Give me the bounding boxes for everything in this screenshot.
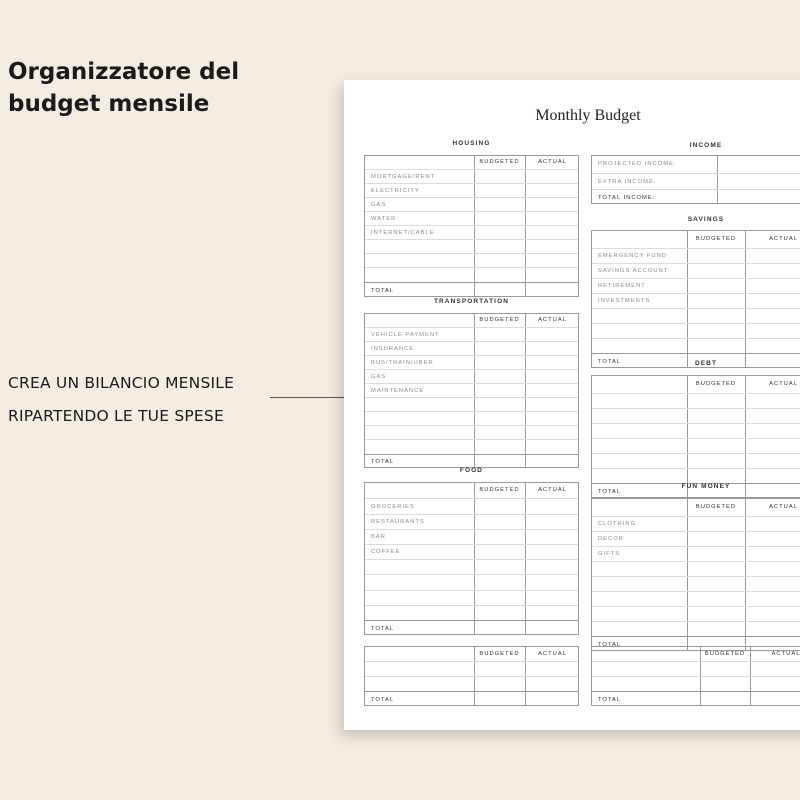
actual-column-header: ACTUAL — [538, 317, 567, 323]
food-item-label: GROCERIES — [371, 503, 415, 510]
actual-column-header: ACTUAL — [771, 650, 800, 657]
actual-column-header: ACTUAL — [538, 159, 567, 165]
food-total-row — [365, 620, 578, 636]
table-row — [592, 393, 800, 408]
table-row — [592, 531, 800, 546]
page-heading — [8, 56, 308, 120]
debt-total-label: TOTAL — [598, 488, 622, 495]
actual-column-header: ACTUAL — [769, 236, 798, 242]
income-item-label: PROJECTED INCOME: — [598, 161, 677, 167]
table-row — [365, 383, 578, 397]
table-row — [365, 369, 578, 383]
food-total-label: TOTAL — [371, 625, 395, 632]
transportation-item-label: BUS/TRAIN/UBER — [371, 359, 434, 366]
table-row — [592, 173, 800, 189]
savings-header-row — [592, 231, 800, 248]
table-row — [365, 327, 578, 341]
transportation-header-row — [365, 314, 578, 327]
blank-table-left-table — [364, 646, 579, 706]
sheet-title: Monthly Budget — [535, 107, 641, 124]
blank-table-left-total-row — [365, 691, 578, 707]
budgeted-column-header: BUDGETED — [704, 650, 746, 657]
actual-column-header: ACTUAL — [769, 504, 798, 510]
transportation-item-label: GAS — [371, 373, 387, 380]
table-row — [592, 606, 800, 621]
housing-title: HOUSING — [452, 140, 491, 147]
income-item-label: EXTRA INCOME: — [598, 178, 657, 185]
table-row — [592, 438, 800, 453]
income-title: INCOME — [689, 142, 723, 149]
transportation-total-label: TOTAL — [371, 459, 395, 465]
table-row — [592, 263, 800, 278]
table-row — [365, 341, 578, 355]
table-row — [592, 561, 800, 576]
transportation-item-label: VEHICLE PAYMENT — [371, 331, 440, 338]
table-row — [592, 661, 800, 676]
table-row — [365, 498, 578, 514]
table-row — [592, 323, 800, 338]
table-row — [592, 189, 800, 205]
table-row — [592, 423, 800, 438]
transportation-table — [364, 313, 579, 468]
table-row — [365, 211, 578, 225]
housing-item-label: MORTGAGE/RENT — [371, 173, 436, 180]
table-row — [365, 267, 578, 282]
debt-title: DEBT — [694, 360, 718, 367]
housing-item-label: ELECTRICITY — [371, 187, 420, 194]
fun-money-title: FUN MONEY — [681, 483, 731, 490]
housing-total-label: TOTAL — [371, 287, 395, 294]
savings-item-label: RETIREMENT — [598, 283, 646, 289]
fun-money-item-label: DECOR — [598, 536, 624, 542]
savings-total-label: TOTAL — [598, 358, 622, 365]
table-row — [592, 293, 800, 308]
savings-item-label: SAVINGS ACCOUNT — [598, 268, 669, 274]
table-row — [592, 468, 800, 483]
budgeted-column-header: BUDGETED — [479, 487, 520, 493]
table-row — [592, 308, 800, 323]
housing-table — [364, 155, 579, 297]
table-row — [365, 514, 578, 529]
food-item-label: BAR — [371, 534, 386, 540]
actual-column-header: ACTUAL — [538, 487, 567, 493]
table-row — [365, 355, 578, 369]
table-row — [365, 661, 578, 676]
table-row — [365, 574, 578, 590]
blank-table-right-total-row — [592, 691, 800, 707]
table-row — [592, 338, 800, 353]
budgeted-column-header: BUDGETED — [695, 381, 737, 387]
table-row — [592, 576, 800, 591]
housing-header-row — [365, 156, 578, 169]
table-row — [365, 425, 578, 439]
savings-item-label: EMERGENCY FUND — [598, 253, 667, 259]
table-row — [592, 278, 800, 293]
food-table — [364, 482, 579, 635]
table-row — [365, 169, 578, 183]
fun-money-item-label: GIFTS — [598, 551, 621, 557]
debt-table — [591, 375, 800, 498]
budget-sheet — [344, 80, 800, 730]
fun-money-table — [591, 498, 800, 651]
housing-item-label: INTERNET/CABLE — [371, 229, 435, 236]
budgeted-column-header: BUDGETED — [695, 504, 737, 510]
food-item-label: COFFEE — [371, 549, 401, 555]
transportation-title: TRANSPORTATION — [433, 298, 510, 305]
table-row — [365, 239, 578, 253]
savings-item-label: INVESTMENTS — [598, 298, 651, 304]
actual-column-header: ACTUAL — [538, 650, 567, 657]
table-row — [592, 591, 800, 606]
table-row — [592, 248, 800, 263]
blank-table-right-header-row — [592, 647, 800, 661]
blank-table-right-table — [591, 646, 800, 706]
table-row — [365, 676, 578, 691]
income-table — [591, 155, 800, 204]
table-row — [365, 183, 578, 197]
table-row — [365, 253, 578, 267]
table-row — [365, 397, 578, 411]
fun-money-header-row — [592, 499, 800, 516]
table-row — [592, 516, 800, 531]
budgeted-column-header: BUDGETED — [479, 650, 520, 657]
table-row — [592, 546, 800, 561]
housing-total-row — [365, 282, 578, 298]
caption-line-1: CREA UN BILANCIO MENSILE — [8, 374, 235, 392]
table-row — [592, 156, 800, 173]
heading-line-1: Organizzatore del — [8, 59, 240, 85]
blank-table-left-header-row — [365, 647, 578, 661]
debt-header-row — [592, 376, 800, 393]
food-header-row — [365, 483, 578, 498]
fun-money-total-label: TOTAL — [598, 641, 622, 648]
income-item-label: TOTAL INCOME: — [598, 194, 656, 201]
table-row — [365, 225, 578, 239]
table-row — [592, 621, 800, 636]
actual-column-header: ACTUAL — [769, 381, 798, 387]
food-item-label: RESTAURANTS — [371, 519, 425, 525]
table-row — [592, 408, 800, 423]
savings-table — [591, 230, 800, 368]
budgeted-column-header: BUDGETED — [479, 159, 520, 165]
table-row — [365, 559, 578, 574]
savings-title: SAVINGS — [687, 216, 725, 223]
table-row — [365, 544, 578, 559]
table-row — [365, 439, 578, 454]
transportation-item-label: MAINTENANCE — [371, 387, 425, 394]
table-row — [365, 590, 578, 605]
heading-line-2: budget mensile — [8, 91, 210, 117]
blank-table-right-total-label: TOTAL — [598, 696, 622, 703]
table-row — [365, 197, 578, 211]
budgeted-column-header: BUDGETED — [479, 317, 520, 323]
blank-table-left-total-label: TOTAL — [371, 696, 395, 703]
table-row — [592, 676, 800, 691]
budgeted-column-header: BUDGETED — [695, 236, 737, 242]
housing-item-label: WATER — [371, 215, 397, 222]
housing-item-label: GAS — [371, 201, 387, 208]
transportation-item-label: INSURANCE — [371, 345, 415, 352]
fun-money-item-label: CLOTHING — [598, 521, 636, 527]
table-row — [365, 529, 578, 544]
food-title: FOOD — [459, 467, 484, 474]
table-row — [592, 453, 800, 468]
caption-line-2: RIPARTENDO LE TUE SPESE — [8, 407, 224, 425]
table-row — [365, 411, 578, 425]
table-row — [365, 605, 578, 620]
